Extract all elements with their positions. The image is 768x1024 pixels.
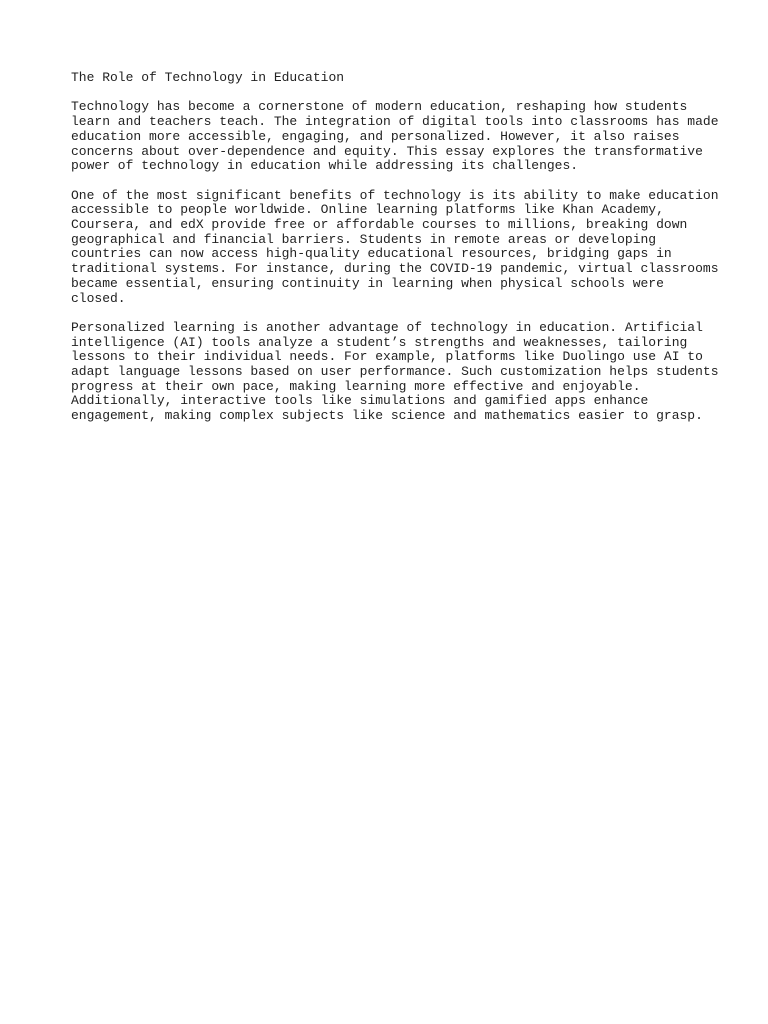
text-line: Technology has become a cornerstone of modern education, reshaping how students bbox=[71, 99, 688, 115]
text-line: lessons to their individual needs. For example, platforms like Duolingo use AI to bbox=[71, 349, 703, 365]
text-line: countries can now access high-quality educational resources, bridging gaps in bbox=[71, 246, 672, 262]
paragraph-intro bbox=[71, 99, 719, 174]
document-title: The Role of Technology in Education bbox=[71, 70, 345, 85]
text-line: Additionally, interactive tools like simulations and gamified apps enhance bbox=[71, 393, 649, 409]
text-line: closed. bbox=[71, 290, 126, 306]
text-line: engagement, making complex subjects like science and mathematics easier to grasp. bbox=[71, 408, 703, 424]
text-line: power of technology in education while addressing its challenges. bbox=[71, 158, 579, 174]
text-line: traditional systems. For instance, during the COVID-19 pandemic, virtual classrooms bbox=[71, 261, 719, 277]
text-line: Personalized learning is another advantage of technology in education. Artificial bbox=[71, 319, 703, 335]
text-line: One of the most significant benefits of technology is its ability to make education bbox=[71, 187, 719, 203]
text-line: intelligence (AI) tools analyze a student’s strengths and weaknesses, tailoring bbox=[71, 334, 688, 350]
text-line: learn and teachers teach. The integration of digital tools into classrooms has made bbox=[71, 114, 719, 130]
paragraph-accessibility bbox=[71, 187, 719, 307]
document-page bbox=[71, 70, 719, 439]
text-line: Coursera, and edX provide free or affordable courses to millions, breaking down bbox=[71, 217, 688, 232]
text-line: became essential, ensuring continuity in learning when physical schools were bbox=[71, 275, 664, 291]
paragraph-personalized-learning bbox=[71, 319, 719, 424]
text-line: accessible to people worldwide. Online learning platforms like Khan Academy, bbox=[71, 202, 664, 218]
text-line: education more accessible, engaging, and personalized. However, it also raises bbox=[71, 128, 680, 144]
text-line: geographical and financial barriers. Students in remote areas or developing bbox=[71, 231, 657, 247]
text-line: progress at their own pace, making learning more effective and enjoyable. bbox=[71, 378, 641, 394]
text-line: concerns about over-dependence and equity. This essay explores the transformative bbox=[71, 143, 703, 159]
text-line: adapt language lessons based on user performance. Such customization helps students bbox=[71, 364, 719, 380]
